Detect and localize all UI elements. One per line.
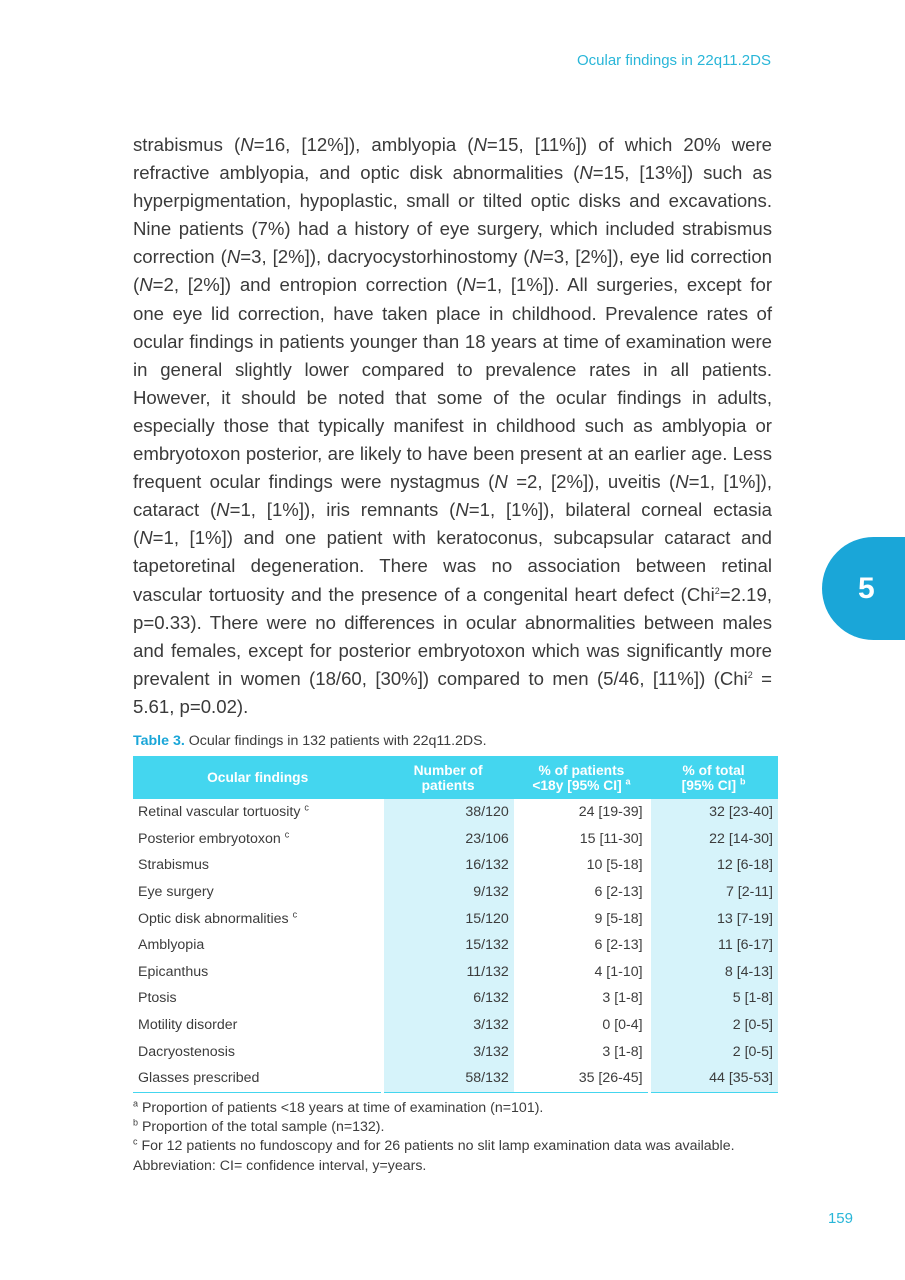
cell-pct-total: 8 [4-13] — [649, 959, 778, 986]
table-row — [133, 905, 778, 932]
cell-pct-total: 2 [0-5] — [649, 1012, 778, 1039]
cell-pct-under18: 24 [19-39] — [578, 804, 643, 821]
cell-finding: Retinal vascular tortuosity $^c$ — [138, 802, 309, 821]
table-row — [133, 985, 778, 1012]
footnote-b: $^b$ Proportion of the total sample (n=132). — [133, 1117, 385, 1136]
table-row — [133, 959, 778, 986]
header-pct-total: % of total [95% CI] $^b$ — [649, 756, 778, 799]
ocular-findings-table — [133, 756, 778, 1093]
cell-finding: Glasses prescribed — [133, 1065, 382, 1092]
chapter-tab: 5 — [822, 537, 905, 640]
cell-pct-total: 32 [23-40] — [649, 799, 778, 826]
body-paragraph: strabismus (N=16, [12%]), amblyopia (N=15, [11%]) of which 20% were refractive amblyopia, and optic disk abnormalities (N=15, [13%]) such as hyperpigmentation, hypoplastic, small or tilted optic disks and excavations. Nine patients (7%) had a history of eye surgery, which included strabismus correction (N=3, [2%]), dacryocystorhinostomy (N=3, [2%]), eye lid correction (N=2, [2%]) and entropion correction (N=1, [1%]). All surgeries, except for one eye lid correction, have taken place in childhood. Prevalence rates of ocular findings in patients younger than 18 years at time of examination were in general slightly lower compared to prevalence rates in all patients. However, it should be noted that some of the ocular findings in adults, especially those that typically manifest in childhood such as amblyopia or embryotoxon posterior, are likely to have been present at an earlier age. Less frequent ocular findings were nystagmus (N =2, [2%]), uveitis (N=1, [1%]), cataract (N=1, [1%]), iris remnants (N=1, [1%]), bilateral corneal ectasia (N=1, [1%]) and one patient with keratoconus, subcapsular cataract and tapetoretinal degeneration. There was no association between retinal vascular tortuosity and the presence of a congenital heart defect (Chi$^2$=2.19, p=0.33). There were no differences in ocular abnormalities between males and females, except for posterior embryotoxon which was significantly more prevalent in women (18/60, [30%]) compared to men (5/46, [11%]) (Chi$^2$ = 5.61, p=0.02). — [133, 134, 773, 717]
table-row — [133, 852, 778, 879]
table-footnotes — [133, 1099, 783, 1176]
cell-finding: Strabismus — [138, 857, 209, 874]
cell-number: 3/132 — [382, 1038, 513, 1065]
table-caption-text: Ocular findings in 132 patients with 22q11.2DS. — [184, 733, 487, 749]
cell-pct-total: 13 [7-19] — [649, 905, 778, 932]
cell-number: 15/132 — [382, 932, 513, 959]
cell-finding: Motility disorder — [138, 1017, 238, 1034]
cell-number: 16/132 — [382, 852, 513, 879]
table-row — [133, 799, 778, 826]
cell-number: 11/132 — [382, 959, 513, 986]
footnote-c: $^c$ For 12 patients no fundoscopy and for 26 patients no slit lamp examination data was available. — [133, 1136, 735, 1155]
header-number-of-patients: Number of patients — [382, 756, 513, 799]
table-row — [133, 879, 778, 906]
table-row — [133, 826, 778, 853]
cell-pct-under18: 15 [11-30] — [579, 830, 643, 847]
cell-number: 23/106 — [382, 826, 513, 853]
cell-number: 15/120 — [382, 905, 513, 932]
header-pct-under18: % of patients <18y [95% CI] $^a$ — [514, 756, 649, 799]
header-ocular-findings: Ocular findings — [133, 756, 382, 799]
cell-number: 6/132 — [382, 985, 513, 1012]
running-header: Ocular findings in 22q11.2DS — [576, 52, 771, 69]
cell-pct-total: 5 [1-8] — [649, 985, 778, 1012]
footnote-abbreviation: Abbreviation: CI= confidence interval, y=years. — [133, 1157, 427, 1174]
footnote-a: $^a$ Proportion of patients <18 years at time of examination (n=101). — [133, 1098, 544, 1116]
cell-pct-total: 7 [2-11] — [649, 879, 778, 906]
cell-finding: Dacryostenosis — [138, 1043, 235, 1060]
cell-pct-under18: 6 [2-13] — [594, 884, 643, 901]
cell-finding: Ptosis — [138, 990, 177, 1007]
cell-pct-total: 2 [0-5] — [649, 1038, 778, 1065]
cell-pct-under18: 10 [5-18] — [586, 857, 643, 874]
table-row — [133, 1012, 778, 1039]
cell-finding: Amblyopia — [138, 937, 205, 954]
table-caption — [133, 733, 487, 749]
cell-finding: Optic disk abnormalities $^c$ — [138, 908, 298, 927]
cell-finding: Eye surgery — [138, 884, 214, 901]
cell-finding: Posterior embryotoxon $^c$ — [138, 829, 290, 847]
cell-finding: Epicanthus — [138, 963, 209, 980]
cell-number: 58/132 — [382, 1065, 513, 1092]
cell-number: 38/120 — [382, 799, 513, 826]
cell-pct-under18: 9 [5-18] — [594, 910, 643, 927]
table-header-row — [133, 756, 778, 799]
cell-pct-total: 11 [6-17] — [649, 932, 778, 959]
cell-number: 9/132 — [382, 879, 513, 906]
cell-pct-under18: 0 [0-4] — [602, 1017, 643, 1034]
cell-pct-total: 12 [6-18] — [649, 852, 778, 879]
cell-pct-under18: 3 [1-8] — [602, 1043, 643, 1060]
cell-pct-under18: 3 [1-8] — [602, 990, 643, 1007]
table-row — [133, 1065, 778, 1092]
page-number: 159 — [827, 1210, 853, 1227]
cell-pct-under18: 35 [26-45] — [514, 1065, 649, 1092]
cell-pct-under18: 4 [1-10] — [594, 963, 643, 980]
cell-pct-under18: 6 [2-13] — [594, 937, 643, 954]
cell-pct-total: 44 [35-53] — [649, 1065, 778, 1092]
table-row — [133, 1038, 778, 1065]
table-row — [133, 932, 778, 959]
cell-number: 3/132 — [382, 1012, 513, 1039]
cell-pct-total: 22 [14-30] — [649, 826, 778, 853]
table-caption-label: Table 3. — [133, 733, 185, 749]
